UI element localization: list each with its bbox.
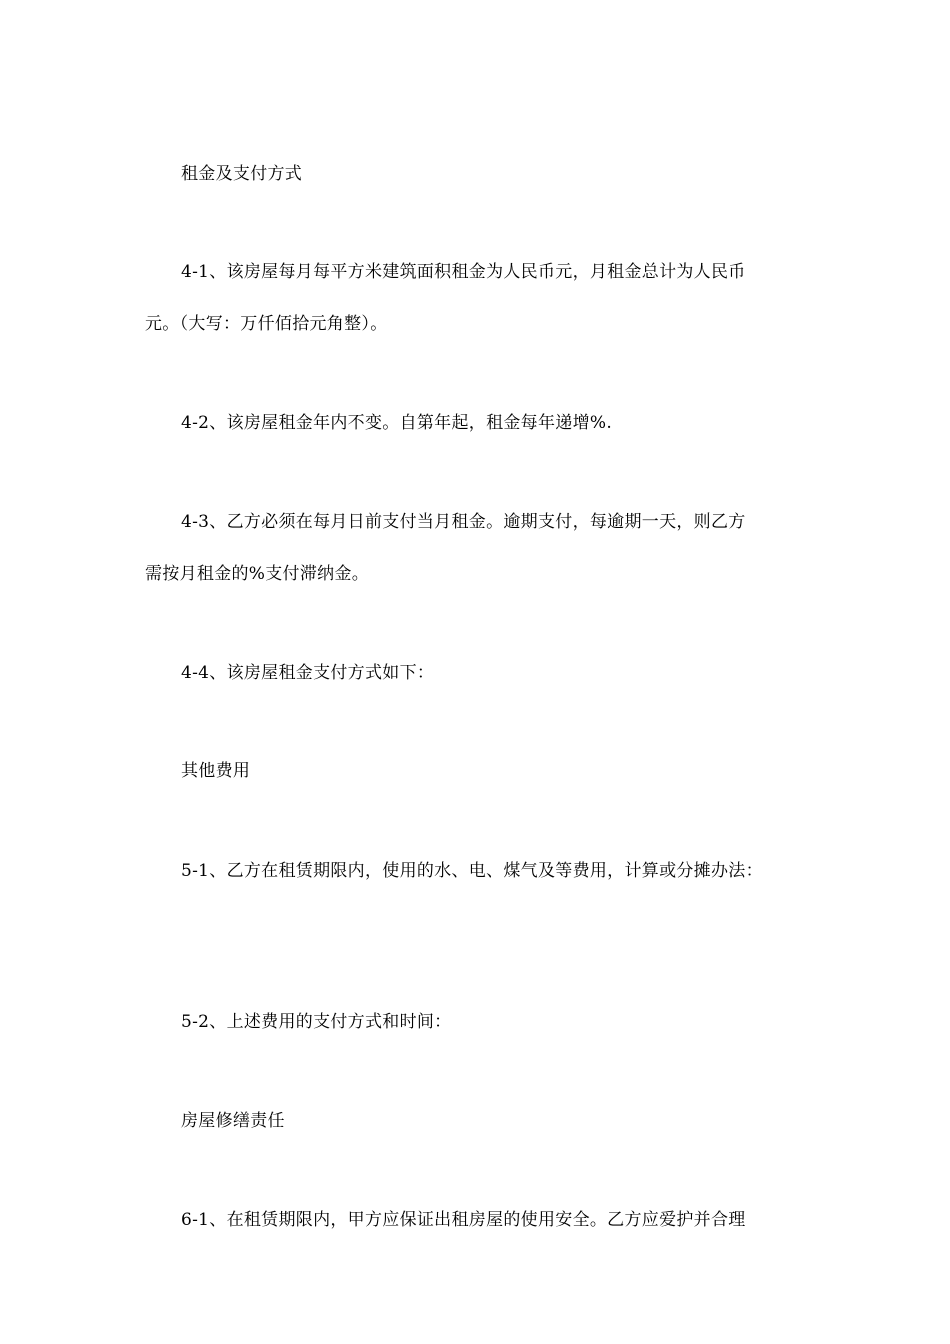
section-heading-other-fees: 其他费用 bbox=[181, 761, 251, 781]
clause-5-1: 5-1、乙方在租赁期限内，使用的水、电、煤气及等费用，计算或分摊办法： bbox=[181, 861, 763, 881]
section-heading-rent-payment: 租金及支付方式 bbox=[181, 164, 303, 184]
section-heading-repair-responsibility: 房屋修缮责任 bbox=[181, 1111, 285, 1131]
clause-4-3-line-2: 需按月租金的%支付滞纳金。 bbox=[145, 564, 370, 584]
clause-4-3-line-1: 4-3、乙方必须在每月日前支付当月租金。逾期支付，每逾期一天，则乙方 bbox=[181, 512, 746, 532]
clause-5-2: 5-2、上述费用的支付方式和时间： bbox=[181, 1012, 452, 1032]
clause-4-1-line-2: 元。（大写：万仟佰拾元角整）。 bbox=[145, 314, 388, 334]
clause-4-4: 4-4、该房屋租金支付方式如下： bbox=[181, 663, 435, 683]
clause-6-1-line-1: 6-1、在租赁期限内，甲方应保证出租房屋的使用安全。乙方应爱护并合理 bbox=[181, 1210, 746, 1230]
clause-4-2: 4-2、该房屋租金年内不变。自第年起，租金每年递增%. bbox=[181, 413, 613, 433]
clause-4-1-line-1: 4-1、该房屋每月每平方米建筑面积租金为人民币元，月租金总计为人民币 bbox=[181, 262, 746, 282]
